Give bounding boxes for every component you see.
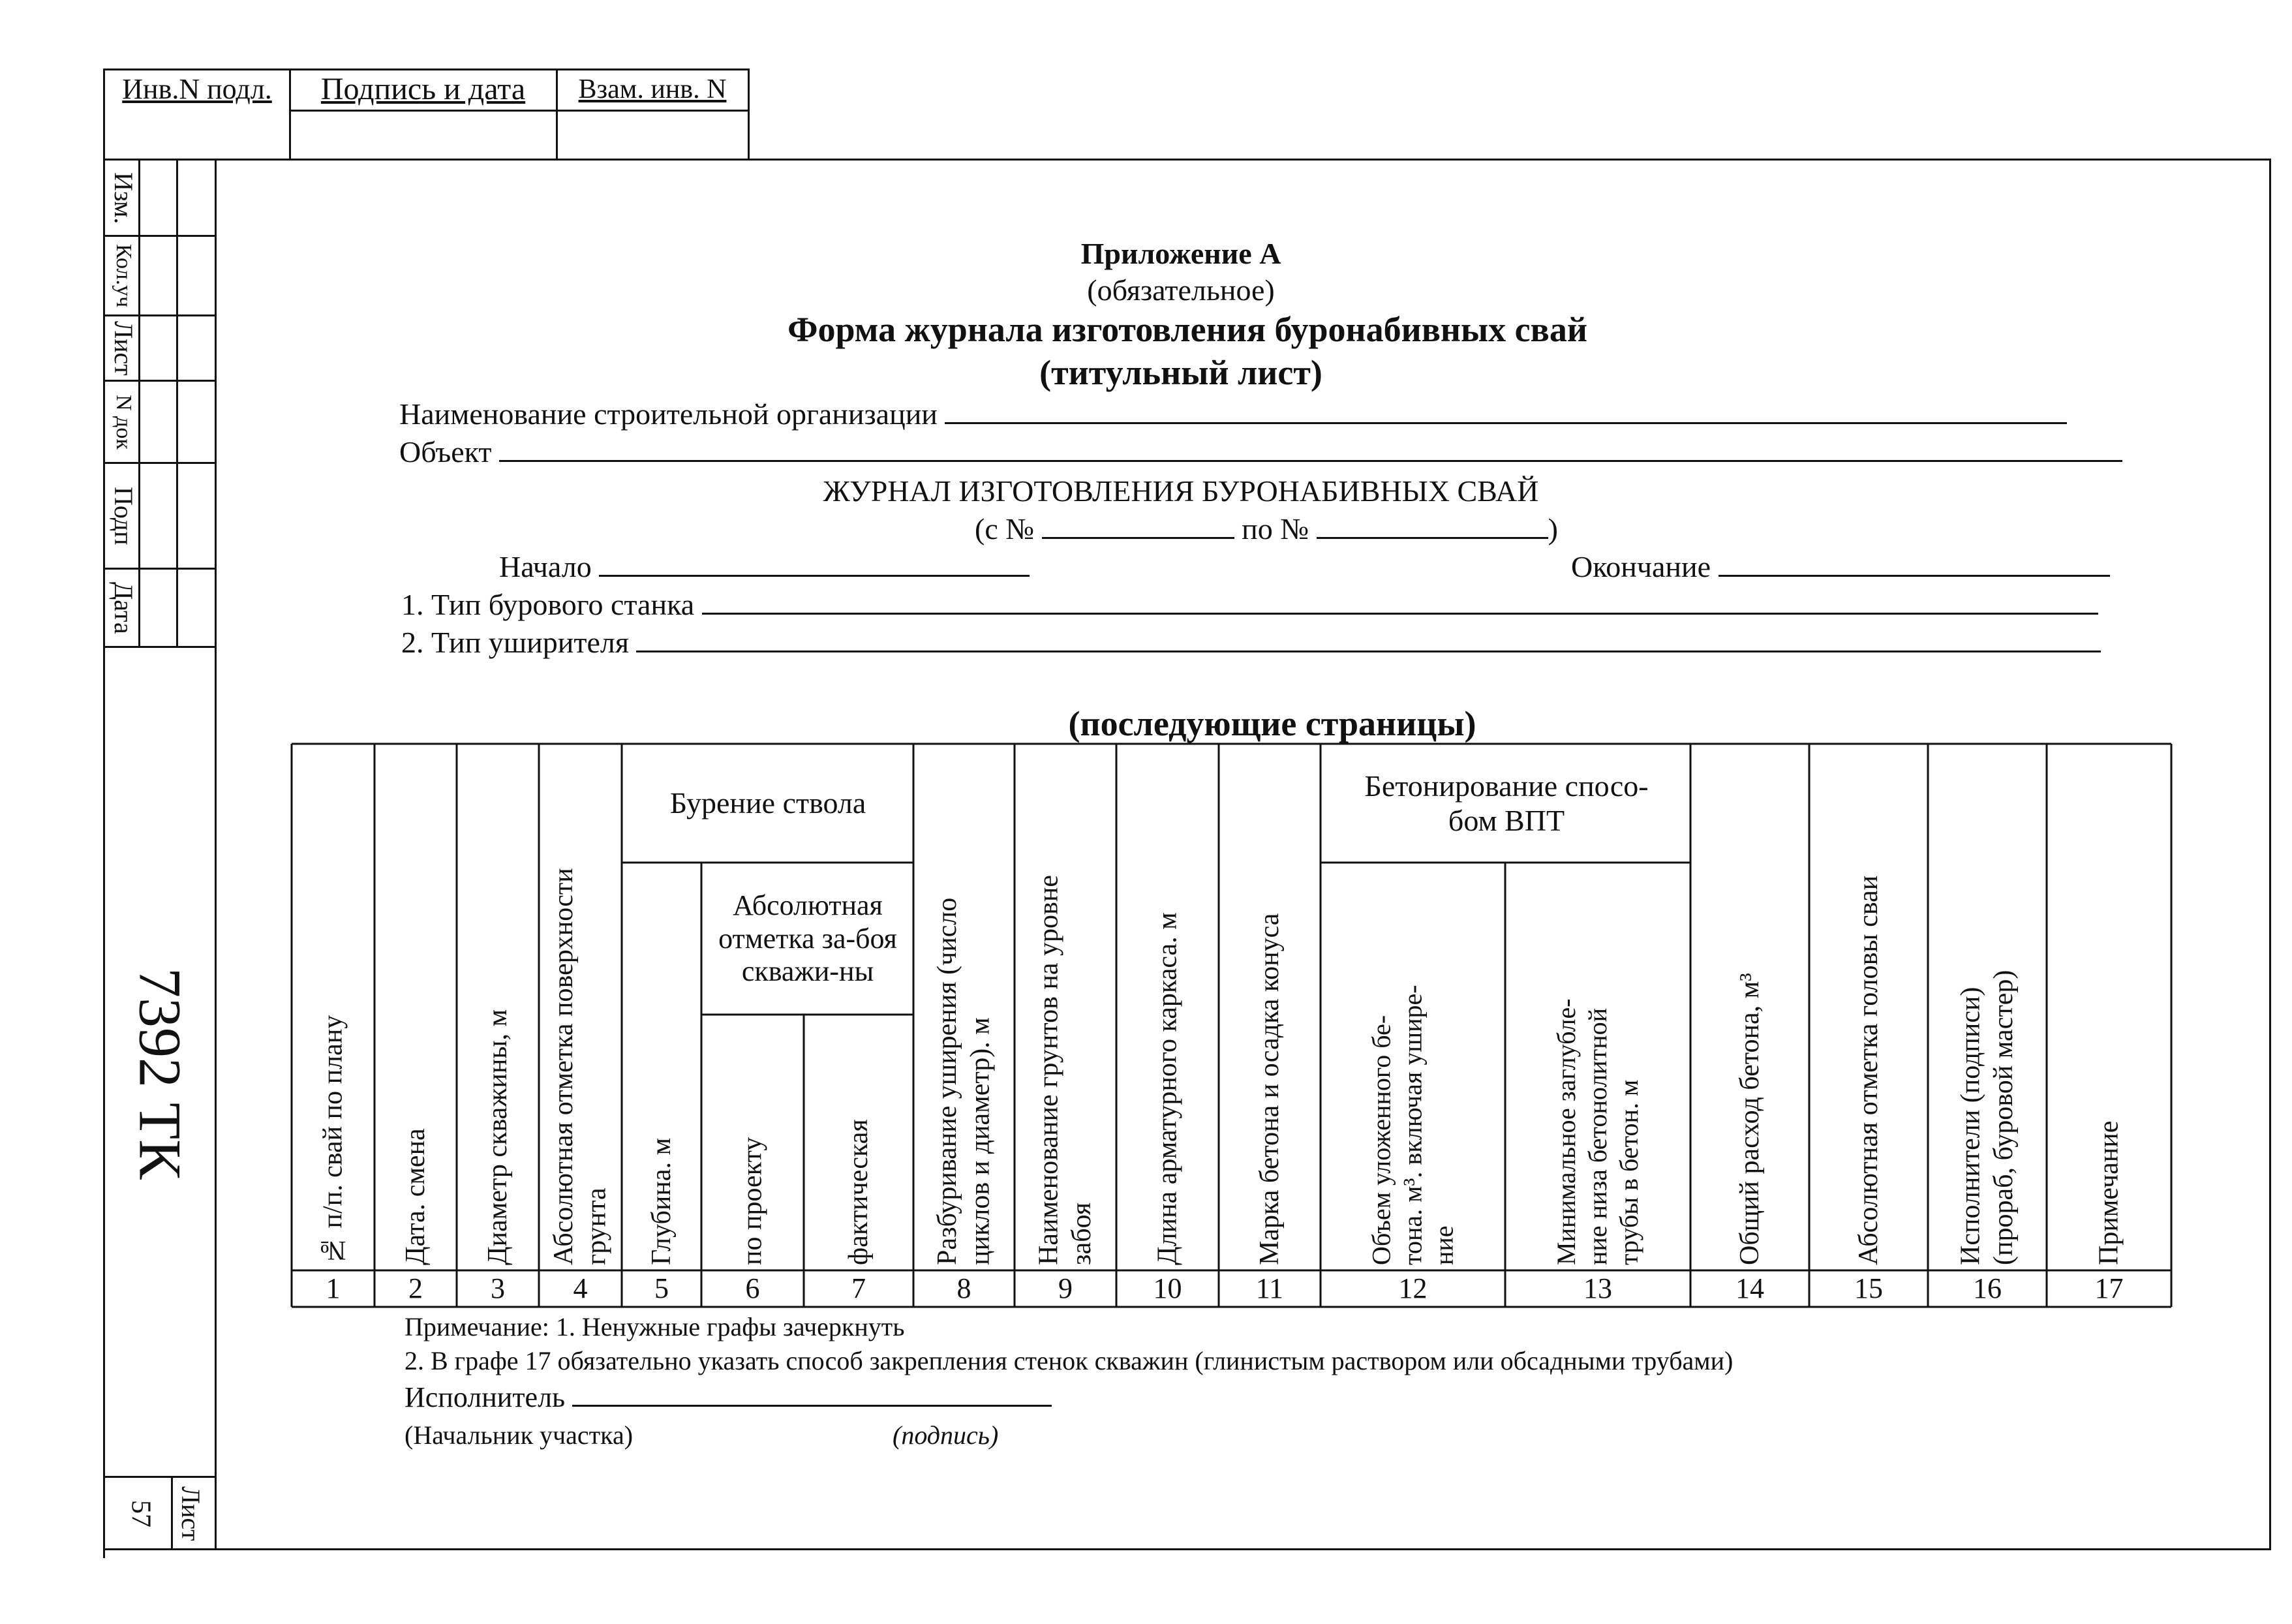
stamp-sheet-label: Лист	[176, 1486, 206, 1541]
note-1: Примечание: 1. Ненужные графы зачеркнуть	[405, 1312, 905, 1341]
concreting-group-header: Бетонирование спосо-бом ВПТ	[1364, 769, 1649, 837]
note-2: 2. В графе 17 обязательно указать способ закрепления стенок скважин (глинистым раствором или обсадными трубами)	[405, 1346, 1734, 1375]
org-label: Наименование строительной организации	[399, 397, 938, 431]
stamp-side-list: Лист	[109, 321, 138, 376]
column-header-3: Диаметр скважины, м	[482, 1009, 513, 1265]
column-number-16: 16	[1973, 1272, 2002, 1304]
executor-input-line[interactable]	[572, 1405, 1052, 1407]
stamp-side-ndoc: N док	[111, 395, 136, 450]
range-mid: по №	[1242, 512, 1309, 545]
column-header-12: Объем уложенного бе- тона. м³. включая ушире- ние	[1366, 985, 1459, 1265]
stamp-replace-inv-label: Взам. инв. N	[578, 74, 727, 104]
stamp-inv-label: Инв.N подл.	[122, 72, 272, 105]
column-number-13: 13	[1583, 1272, 1612, 1304]
column-number-8: 8	[956, 1272, 971, 1304]
range-close: )	[1548, 512, 1558, 545]
object-label: Объект	[399, 435, 492, 468]
column-number-10: 10	[1153, 1272, 1182, 1304]
executor-field	[405, 1381, 1052, 1414]
title-sheet-label: (титульный лист)	[1039, 353, 1322, 392]
column-header-6: по проекту	[737, 1137, 768, 1265]
end-label: Окончание	[1571, 550, 1711, 583]
range-open: (с №	[975, 512, 1035, 545]
appendix-mandatory: (обязательное)	[1087, 273, 1275, 307]
expander-label: 2. Тип уширителя	[401, 626, 629, 659]
column-number-5: 5	[654, 1272, 669, 1304]
signature-label: (подпись)	[893, 1420, 999, 1450]
stamp-sheet-number: 57	[125, 1500, 156, 1527]
column-number-12: 12	[1398, 1272, 1428, 1304]
document-code: 7392 ТК	[127, 967, 194, 1180]
stamp-side-date: Дата	[109, 582, 138, 634]
stamp-signature-date-label: Подпись и дата	[320, 72, 526, 107]
column-number-3: 3	[491, 1272, 505, 1304]
column-header-1: № п/п. свай по плану	[318, 1015, 348, 1265]
next-pages-title: (последующие страницы)	[1068, 704, 1476, 743]
column-header-13: Минимальное заглубле- ние низа бетонолитной трубы в бетон. м	[1551, 998, 1643, 1265]
column-number-1: 1	[326, 1272, 341, 1304]
column-header-17: Примечание	[2094, 1120, 2124, 1265]
column-number-14: 14	[1735, 1272, 1764, 1304]
column-header-5: Глубина. м	[646, 1137, 677, 1265]
column-number-15: 15	[1854, 1272, 1883, 1304]
stamp-side-izm: Изм.	[109, 172, 138, 224]
column-header-7: фактическая	[843, 1119, 874, 1265]
column-number-7: 7	[851, 1272, 866, 1304]
column-number-6: 6	[745, 1272, 760, 1304]
stamp-side-kol: Кол.уч	[111, 244, 136, 308]
executor-label: Исполнитель	[405, 1381, 566, 1413]
start-label: Начало	[499, 550, 592, 583]
abs-mark-group-header: Абсолютная отметка за-боя скважи-ны	[718, 889, 897, 988]
column-number-11: 11	[1255, 1272, 1284, 1304]
rig-label: 1. Тип бурового станка	[401, 588, 695, 621]
drilling-group-header: Бурение ствола	[669, 786, 866, 820]
column-number-2: 2	[408, 1272, 423, 1304]
column-number-9: 9	[1058, 1272, 1073, 1304]
column-header-14: Общий расход бетона, м³	[1734, 973, 1765, 1265]
position-label: (Начальник участка)	[405, 1420, 634, 1450]
column-header-10: Длина арматурного каркаса. м	[1152, 912, 1183, 1265]
column-number-4: 4	[573, 1272, 588, 1304]
column-header-16: Исполнители (подписи) (прораб, буровой мастер)	[1955, 970, 2019, 1265]
journal-title: ЖУРНАЛ ИЗГОТОВЛЕНИЯ БУРОНАБИВНЫХ СВАЙ	[823, 474, 1539, 508]
form-title: Форма журнала изготовления буронабивных свай	[787, 310, 1587, 349]
stamp-side-podp: Подп	[109, 487, 138, 545]
column-header-2: Дата. смена	[400, 1128, 431, 1265]
column-header-11: Марка бетона и осадка конуса	[1254, 913, 1285, 1265]
column-header-15: Абсолютная отметка головы сваи	[1853, 875, 1884, 1265]
column-number-17: 17	[2094, 1272, 2124, 1304]
column-header-9: Наименование грунтов на уровне забоя	[1033, 874, 1097, 1265]
column-header-4: Абсолютная отметка поверхности грунта	[549, 868, 612, 1265]
column-header-8: Разбуривание уширения (число циклов и диаметр). м	[932, 897, 996, 1265]
appendix-label: Приложение А	[1080, 237, 1281, 270]
